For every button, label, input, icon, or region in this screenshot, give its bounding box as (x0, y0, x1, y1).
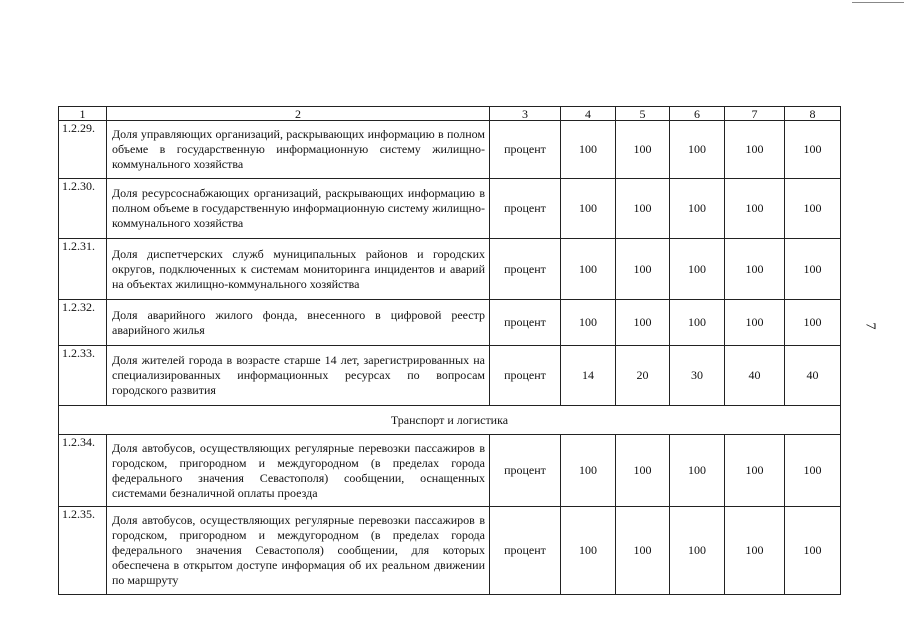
row-value: 100 (670, 300, 725, 346)
row-description: Доля жителей города в возрасте старше 14 лет, зарегистрированных на специализированных информационных ресурсах по вопросам городского развития (107, 346, 490, 406)
row-number: 1.2.34. (59, 435, 107, 507)
row-number: 1.2.31. (59, 239, 107, 300)
row-value: 100 (785, 300, 841, 346)
row-value: 40 (725, 346, 785, 406)
row-value: 100 (670, 179, 725, 239)
row-value: 100 (670, 239, 725, 300)
row-value: 100 (616, 239, 670, 300)
section-row (59, 406, 841, 435)
row-unit: процент (490, 179, 561, 239)
row-value: 100 (616, 435, 670, 507)
row-value: 100 (725, 121, 785, 179)
top-edge-line (852, 2, 904, 3)
row-value: 100 (561, 121, 616, 179)
row-value: 100 (725, 179, 785, 239)
row-value: 100 (785, 239, 841, 300)
row-value: 100 (725, 435, 785, 507)
row-number: 1.2.33. (59, 346, 107, 406)
row-value: 100 (785, 435, 841, 507)
header-cell: 5 (616, 107, 670, 121)
table-row (59, 346, 841, 406)
section-title: Транспорт и логистика (59, 406, 841, 435)
row-description: Доля диспетчерских служб муниципальных районов и городских округов, подключенных к системам мониторинга инцидентов и аварий на объектах жилищно-коммунального хозяйства (107, 239, 490, 300)
row-number: 1.2.30. (59, 179, 107, 239)
row-value: 14 (561, 346, 616, 406)
row-value: 100 (561, 435, 616, 507)
header-cell: 3 (490, 107, 561, 121)
row-value: 100 (616, 179, 670, 239)
header-cell: 7 (725, 107, 785, 121)
row-value: 100 (725, 239, 785, 300)
row-unit: процент (490, 300, 561, 346)
row-number: 1.2.32. (59, 300, 107, 346)
row-number: 1.2.29. (59, 121, 107, 179)
row-value: 100 (785, 179, 841, 239)
row-value: 100 (670, 507, 725, 595)
row-value: 20 (616, 346, 670, 406)
row-number: 1.2.35. (59, 507, 107, 595)
table-row (59, 239, 841, 300)
table-row (59, 507, 841, 595)
row-value: 100 (616, 121, 670, 179)
indicators-table (58, 106, 841, 595)
row-value: 100 (616, 507, 670, 595)
row-description: Доля автобусов, осуществляющих регулярные перевозки пассажиров в городском, пригородном и междугородном (в пределах города федерального значения Севастополя) сообщении, для которых обеспечена в открытом доступе информация об их реальном движении по маршруту (107, 507, 490, 595)
row-description: Доля ресурсоснабжающих организаций, раскрывающих информацию в полном объеме в государственную информационную систему жилищно-коммунального хозяйства (107, 179, 490, 239)
page-number: 7 (862, 322, 878, 330)
row-unit: процент (490, 121, 561, 179)
header-cell: 8 (785, 107, 841, 121)
row-description: Доля аварийного жилого фонда, внесенного в цифровой реестр аварийного жилья (107, 300, 490, 346)
header-cell: 1 (59, 107, 107, 121)
row-value: 100 (785, 121, 841, 179)
table-row (59, 435, 841, 507)
row-value: 100 (561, 507, 616, 595)
row-unit: процент (490, 435, 561, 507)
row-unit: процент (490, 346, 561, 406)
row-description: Доля автобусов, осуществляющих регулярные перевозки пассажиров в городском, пригородном и междугородном (в пределах города федерального значения Севастополя) сообщении, оснащенных системами безналичной оплаты проезда (107, 435, 490, 507)
row-value: 30 (670, 346, 725, 406)
table-row (59, 300, 841, 346)
header-cell: 4 (561, 107, 616, 121)
table-row (59, 179, 841, 239)
row-value: 100 (616, 300, 670, 346)
row-value: 40 (785, 346, 841, 406)
row-value: 100 (785, 507, 841, 595)
header-cell: 6 (670, 107, 725, 121)
header-cell: 2 (107, 107, 490, 121)
table-row (59, 121, 841, 179)
row-value: 100 (670, 435, 725, 507)
row-description: Доля управляющих организаций, раскрывающих информацию в полном объеме в государственную информационную систему жилищно-коммунального хозяйства (107, 121, 490, 179)
header-row (59, 107, 841, 121)
row-value: 100 (725, 507, 785, 595)
row-value: 100 (725, 300, 785, 346)
row-unit: процент (490, 507, 561, 595)
row-value: 100 (561, 300, 616, 346)
row-value: 100 (561, 179, 616, 239)
row-unit: процент (490, 239, 561, 300)
row-value: 100 (670, 121, 725, 179)
row-value: 100 (561, 239, 616, 300)
